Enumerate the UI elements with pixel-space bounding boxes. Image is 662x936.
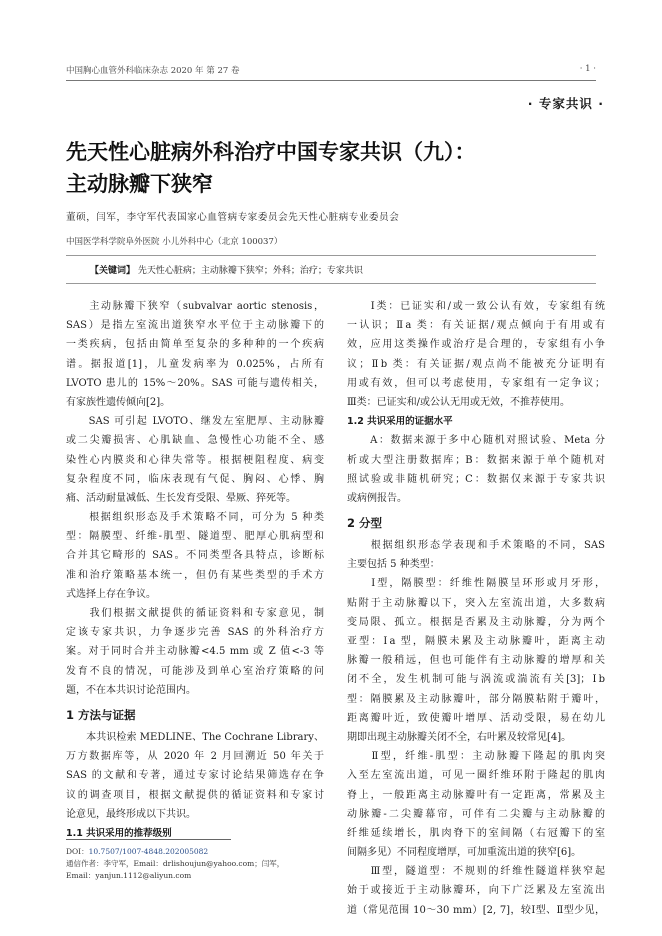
text-line: SAS）是指左室流出道狭窄水平位于主动脉瓣下的 — [66, 320, 324, 332]
header-rule — [66, 80, 596, 81]
doi-link[interactable]: 10.7507/1007-4848.202005082 — [88, 847, 209, 856]
text-line: 一类疾病，包括由简单至复杂的多种种的一个疾病 — [66, 339, 324, 351]
subsection-heading: 1.2 共识采用的证据水平 — [347, 416, 453, 428]
text-line: 析或大型注册数据库；B：数据来源于单个随机对 — [347, 454, 605, 466]
text-line: 合并其它畸形的 SAS。不同类型各具特点，诊断标 — [66, 550, 324, 562]
right-column — [347, 297, 605, 920]
journal-citation: 中国胸心血管外科临床杂志 2020 年 第 27 卷 — [66, 66, 240, 76]
keywords-label: 【关键词】 — [90, 266, 136, 276]
text-line: 染性心内膜炎和心律失常等。根据梗阻程度、病变 — [66, 454, 324, 466]
text-line: 准和治疗策略基本统一，但仍有某些类型的手术方 — [66, 569, 324, 581]
text-line: 式选择上存在争议。 — [66, 588, 156, 600]
text-line: 效，应用这类操作或治疗是合理的，专家组有小争 — [347, 339, 605, 351]
text-line: SAS 可引起 LVOTO、继发左室肥厚、主动脉瓣 — [66, 416, 324, 428]
text-line: 议；Ⅱb 类：有关证据/观点尚不能被充分证明有 — [347, 358, 605, 370]
text-line: 始于或接近于主动脉瓣环，向下广泛累及左室流出 — [347, 885, 605, 897]
affiliation: 中国医学科学院阜外医院 小儿外科中心（北京 100037） — [66, 237, 283, 247]
text-line: 万方数据库等，从 2020 年 2 月回溯近 50 年关于 — [66, 751, 324, 763]
text-line: Ⅱ型，纤维-肌型：主动脉瓣下隆起的肌肉突 — [347, 751, 605, 763]
footnote-rule — [66, 839, 231, 840]
text-line: 主要包括 5 种类型： — [347, 559, 440, 571]
doi-line — [66, 846, 336, 858]
text-line: 间隔多见）不同程度增厚，可加重流出道的狭窄[6]。 — [347, 847, 582, 859]
text-line: 痛、活动耐量减低、生长发育受限、晕厥、猝死等。 — [66, 492, 296, 504]
text-line: LVOTO 患儿的 15%～20%。SAS 可能与遗传相关， — [66, 377, 324, 389]
text-line: 有家族性遗传倾向[2]。 — [66, 396, 171, 408]
text-line: 案。对于同时合并主动脉瓣<4.5 mm 或 Z 值<-3 等 — [66, 646, 324, 658]
text-line: Ⅲ型，隧道型：不规则的纤维性隧道样狭窄起 — [347, 866, 605, 878]
title-line-2: 主动脉瓣下狭窄 — [66, 172, 213, 196]
text-line: 变局限、孤立。根据是否累及主动脉瓣，分为两个 — [347, 616, 605, 628]
text-line: 发育不良的情况，可能涉及到单心室治疗策略的问 — [66, 665, 324, 677]
section-heading: 2 分型 — [347, 516, 383, 531]
text-line: Ⅰ型，隔膜型：纤维性隔膜呈环形或月牙形， — [347, 578, 605, 590]
corresponding-author: 通信作者：李守军，Email：drlishoujun@yahoo.com；闫军， — [66, 859, 285, 868]
text-line: 型：隔膜累及主动脉瓣叶，部分隔膜粘附于瓣叶， — [347, 693, 605, 705]
text-line: Ⅲ类：已证实和/或公认无用或无效，不推荐使用。 — [347, 396, 571, 408]
footnotes — [66, 846, 336, 882]
keywords-text: 先天性心脏病；主动脉瓣下狭窄；外科；治疗；专家共识 — [137, 266, 363, 276]
keywords-rule-bottom — [66, 283, 596, 284]
text-line: 根据组织形态及手术策略不同，可分为 5 种类 — [66, 512, 324, 524]
corresponding-email: Email：yanjun.1112@aliyun.com — [66, 871, 192, 880]
text-line: 纤维延续增长，肌肉脊下的室间隔（右冠瓣下的室 — [347, 827, 605, 839]
section-tag: · 专家共识 · — [527, 96, 604, 111]
text-line: 型：隔膜型、纤维-肌型、隧道型、肥厚心肌病型和 — [66, 531, 324, 543]
text-line: 贴附于主动脉瓣以下，突入左室流出道，大多数病 — [347, 597, 605, 609]
authors: 董硕，闫军，李守军代表国家心血管病专家委员会先天性心脏病专业委员会 — [66, 212, 400, 223]
text-line: 议的调查项目，根据文献提供的循证资料和专家讨 — [66, 789, 324, 801]
text-line: Ⅰ类：已证实和/或一致公认有效，专家组有统 — [347, 301, 605, 312]
text-line: 期即出现主动脉瓣关闭不全，右叶累及较常见[4]。 — [347, 731, 572, 743]
running-header — [66, 64, 596, 80]
text-line: 动脉瓣-二尖瓣幕帘，可伴有二尖瓣与主动脉瓣的 — [347, 808, 605, 820]
keywords-rule-top — [66, 255, 596, 256]
text-line: 入至左室流出道，可见一圈纤维环附于隆起的肌肉 — [347, 770, 605, 782]
text-line: 用或有效，但可以考虑使用，专家组有一定争议； — [347, 377, 605, 389]
text-line: SAS 的文献和专著，通过专家讨论结果筛选存在争 — [66, 770, 324, 782]
text-line: 复杂程度不同，临床表现有气促、胸闷、心悸、胸 — [66, 473, 324, 485]
text-line: 定该专家共识，力争逐步完善 SAS 的外科治疗方 — [66, 627, 324, 639]
doi-label: DOI： — [66, 847, 89, 856]
text-line: 脊上，一般距离主动脉瓣叶有一定距离，常累及主 — [347, 789, 605, 801]
text-line: 主动脉瓣下狭窄（subvalvar aortic stenosis， — [66, 301, 324, 312]
subsection-heading: 1.1 共识采用的推荐级别 — [66, 827, 172, 839]
text-line: 或病例报告。 — [347, 492, 407, 504]
text-line: 闭不全，发生机制可能与涡流或湍流有关[3]；Ⅰb — [347, 674, 605, 686]
text-line: 我们根据文献提供的循证资料和专家意见，制 — [66, 608, 324, 619]
title-line-1: 先天性心脏病外科治疗中国专家共识（九）： — [66, 140, 476, 164]
text-line: 题，不在本共识讨论范围内。 — [66, 684, 196, 696]
text-line: A：数据来源于多中心随机对照试验、Meta 分 — [347, 435, 605, 447]
text-line: 道（常见范围 10～30 mm）[2, 7]，较Ⅰ型、Ⅱ型少见， — [347, 904, 605, 916]
text-line: 或二尖瓣损害、心肌缺血、急慢性心功能不全、感 — [66, 435, 324, 447]
page-number: · 1 · — [579, 64, 596, 74]
text-line: 本共识检索 MEDLINE、The Cochrane Library、 — [66, 731, 324, 743]
section-heading: 1 方法与证据 — [66, 707, 136, 722]
text-line: 根据组织形态学表现和手术策略的不同，SAS — [347, 540, 605, 552]
text-line: 距离瓣叶近，致使瓣叶增厚、活动受限，易在幼儿 — [347, 712, 605, 724]
text-line: 论意见，最终形成以下共识。 — [66, 808, 196, 820]
text-line: 谱。据报道[1]，儿童发病率为 0.025%，占所有 — [66, 358, 324, 370]
text-line: 照试验或非随机研究；C：数据仅来源于专家共识 — [347, 473, 605, 485]
text-line: 亚型：Ⅰa 型，隔膜未累及主动脉瓣叶，距离主动 — [347, 636, 605, 647]
text-line: 脉瓣一般稍远，但也可能伴有主动脉瓣的增厚和关 — [347, 655, 605, 667]
text-line: 一认识；Ⅱa 类：有关证据/观点倾向于有用或有 — [347, 320, 605, 332]
left-column — [66, 297, 324, 843]
keywords — [90, 263, 363, 276]
article-title — [66, 136, 596, 200]
